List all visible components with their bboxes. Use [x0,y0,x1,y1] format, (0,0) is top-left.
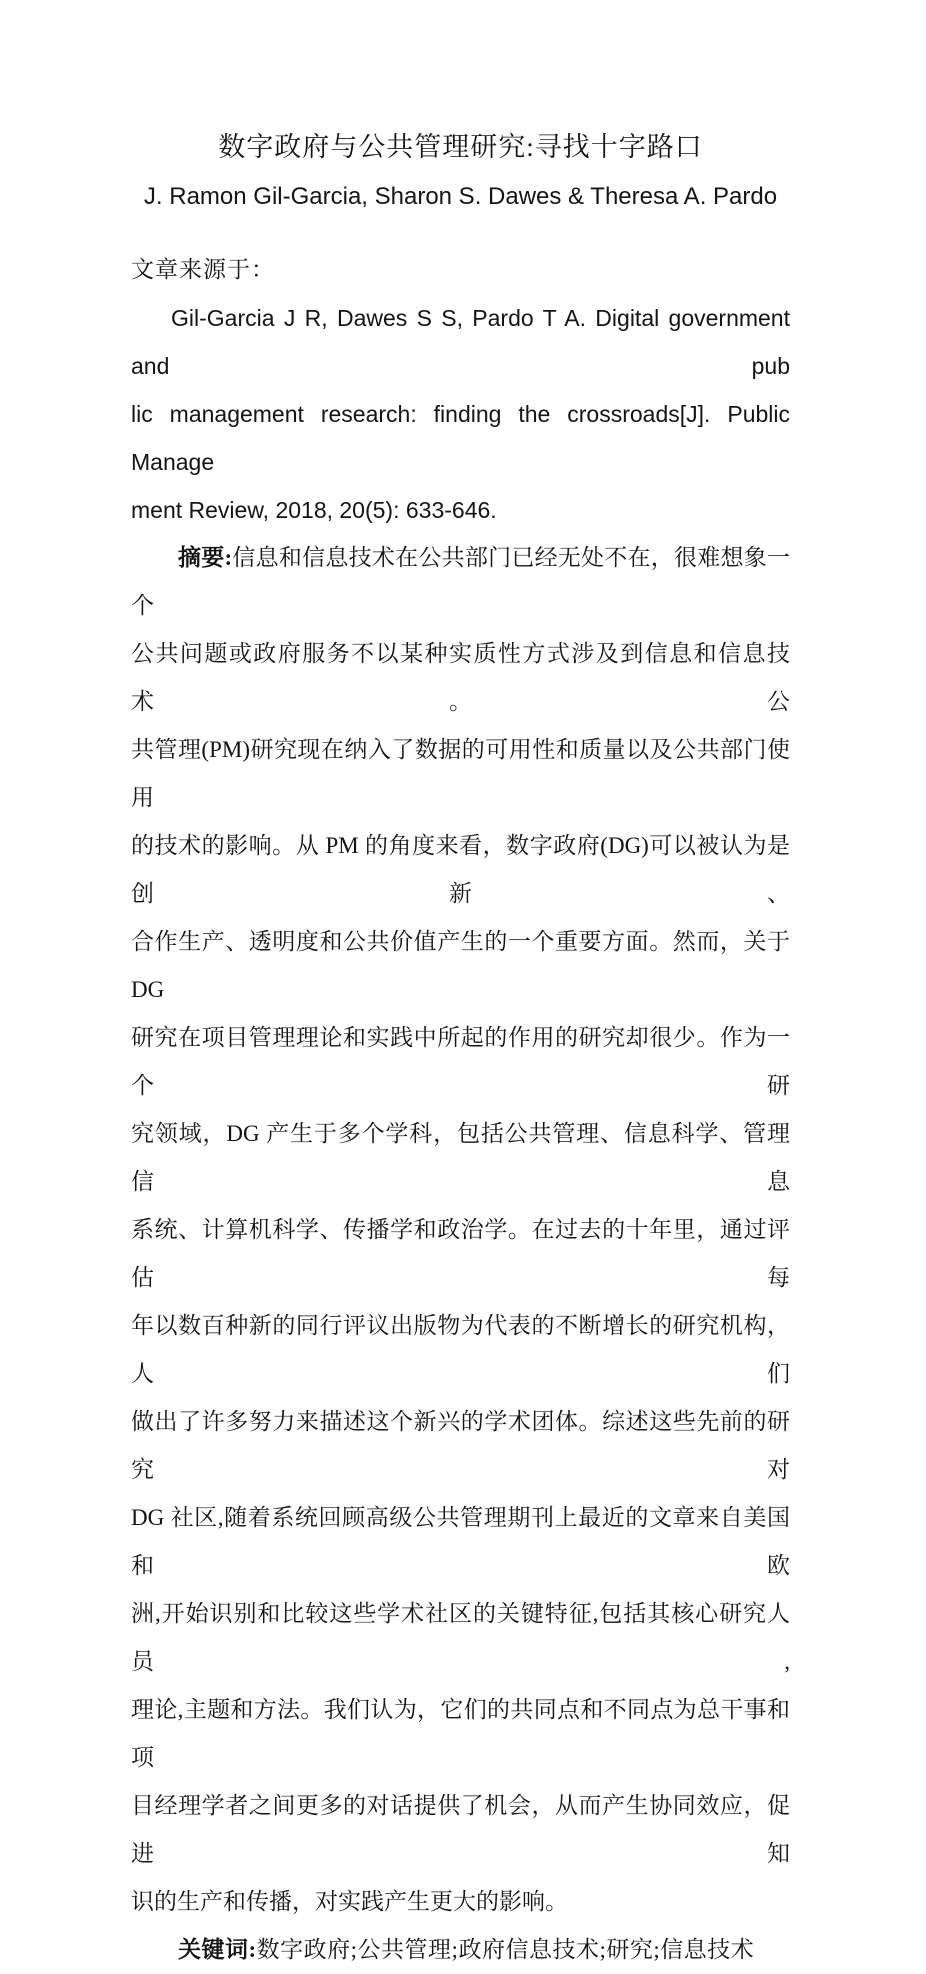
keywords-label: 关键词: [178,1937,257,1962]
abstract-line: DG 社区,随着系统回顾高级公共管理期刊上最近的文章来自美国和欧 [131,1505,790,1578]
citation-paragraph [131,294,790,534]
abstract-line: 目经理学者之间更多的对话提供了机会，从而产生协同效应，促进知 [131,1793,790,1866]
article-title: 数字政府与公共管理研究:寻找十字路口 [218,132,703,162]
abstract-line: 研究在项目管理理论和实践中所起的作用的研究却很少。作为一个研 [131,1025,790,1098]
abstract-line: 理论,主题和方法。我们认为，它们的共同点和不同点为总干事和项 [131,1697,790,1770]
abstract-line: 年以数百种新的同行评议出版物为代表的不断增长的研究机构，人们 [131,1313,790,1386]
abstract-line: 合作生产、透明度和公共价值产生的一个重要方面。然而，关于 DG [131,929,790,1002]
abstract-line: 洲,开始识别和比较这些学术社区的关键特征,包括其核心研究人员, [131,1601,790,1674]
abstract-line: 公共问题或政府服务不以某种实质性方式涉及到信息和信息技术。公 [131,641,790,714]
citation-line: lic management research: finding the crossroads[J]. Public Manage [131,401,790,475]
keywords-text: 数字政府;公共管理;政府信息技术;研究;信息技术 [256,1937,755,1962]
abstract-line: 究领域，DG 产生于多个学科，包括公共管理、信息科学、管理信息 [131,1121,790,1194]
abstract-line: 识的生产和传播，对实践产生更大的影响。 [131,1889,568,1914]
abstract-first-line-text: 信息和信息技术在公共部门已经无处不在，很难想象一个 [131,545,790,618]
abstract-label: 摘要: [178,545,233,570]
abstract-line: 共管理(PM)研究现在纳入了数据的可用性和质量以及公共部门使用 [131,737,790,810]
abstract-line: 做出了许多努力来描述这个新兴的学术团体。综述这些先前的研究对 [131,1409,790,1482]
article-authors: J. Ramon Gil-Garcia, Sharon S. Dawes & Theresa A. Pardo [143,183,778,210]
abstract-line: 的技术的影响。从 PM 的角度来看，数字政府(DG)可以被认为是创新、 [131,833,790,906]
abstract-line: 系统、计算机科学、传播学和政治学。在过去的十年里，通过评估每 [131,1217,790,1290]
source-label: 文章来源于： [131,257,275,282]
citation-line: ment Review, 2018, 20(5): 633-646. [131,497,497,523]
citation-line: Gil-Garcia J R, Dawes S S, Pardo T A. Digital government and pub [131,305,790,379]
abstract-first-line [131,534,790,630]
abstract-paragraph [131,630,790,1926]
keywords-line [131,1926,790,1974]
